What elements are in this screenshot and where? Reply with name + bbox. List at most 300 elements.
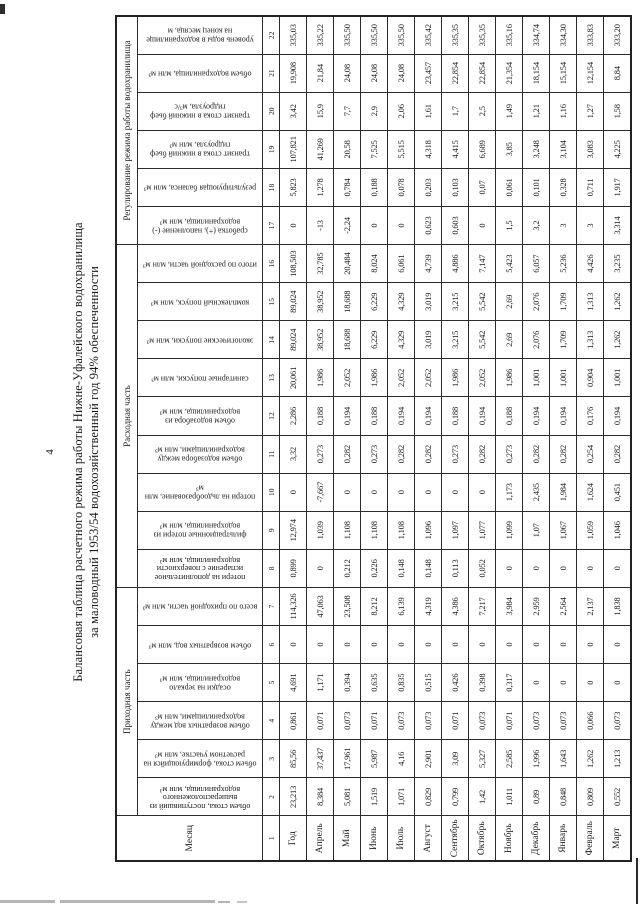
value-cell: 0 [550, 549, 577, 587]
value-cell: 1,001 [604, 359, 632, 397]
value-cell: 5,542 [469, 283, 496, 321]
value-cell: 2,076 [523, 321, 550, 359]
value-cell: 0,212 [334, 549, 361, 587]
value-cell: 20,484 [334, 245, 361, 283]
vertical-text-wrap [138, 778, 262, 815]
value-cell: 5,236 [550, 245, 577, 283]
value-cell: 2,06 [388, 92, 415, 130]
value-cell: 1,21 [523, 92, 550, 130]
vertical-text-wrap [138, 169, 262, 206]
value-cell: 38,952 [307, 283, 334, 321]
table-body [280, 16, 632, 861]
value-cell: 1,001 [550, 359, 577, 397]
value-cell: 6,689 [469, 130, 496, 168]
value-cell: 23,213 [280, 778, 307, 816]
value-cell: 0 [334, 626, 361, 664]
value-cell: 2,052 [388, 359, 415, 397]
value-cell: 19,908 [280, 54, 307, 92]
column-number-cell: 16 [263, 245, 280, 283]
value-cell: 1,173 [496, 473, 523, 511]
value-cell: 0 [442, 626, 469, 664]
value-cell: 20,58 [334, 130, 361, 168]
column-number-cell: 11 [263, 435, 280, 473]
value-cell: 1,986 [442, 359, 469, 397]
value-cell: 335,35 [442, 16, 469, 54]
column-number-cell: 7 [263, 587, 280, 625]
value-cell: 0 [523, 664, 550, 702]
value-cell: 1,011 [496, 778, 523, 816]
value-cell: 3,85 [496, 130, 523, 168]
value-cell: 3,2 [523, 207, 550, 245]
value-cell: 333,20 [604, 16, 632, 54]
column-number-cell: 20 [263, 92, 280, 130]
value-cell: 0 [388, 473, 415, 511]
scan-bottom-mark [237, 901, 247, 903]
value-cell: 334,74 [523, 16, 550, 54]
value-cell: 0,078 [388, 168, 415, 206]
value-cell: 1,58 [604, 92, 632, 130]
value-cell: 2,901 [415, 740, 442, 778]
column-header-cell [138, 549, 263, 587]
value-cell: 335,50 [361, 16, 388, 54]
group-header-cell: Расходная часть [116, 245, 138, 588]
column-header-text: экологические попуски, млн м³ [146, 336, 254, 346]
value-cell: 0,328 [550, 168, 577, 206]
column-header-text: потери на дополнительное испарение с поверхности водохранилища, млн м³ [154, 556, 246, 583]
value-cell: 0 [415, 626, 442, 664]
value-cell: 0 [361, 473, 388, 511]
month-cell: Июль [388, 816, 415, 861]
value-cell: 0,799 [442, 778, 469, 816]
vertical-text-wrap [138, 436, 262, 473]
value-cell: 0 [523, 549, 550, 587]
value-cell: 0,071 [361, 702, 388, 740]
value-cell: 0,052 [469, 549, 496, 587]
vertical-text-wrap [138, 740, 262, 777]
value-cell: 1,643 [550, 740, 577, 778]
column-number-cell: 9 [263, 511, 280, 549]
value-cell: 38,952 [307, 321, 334, 359]
vertical-text-wrap [138, 17, 262, 54]
value-cell: 6,139 [388, 587, 415, 625]
value-cell: 0,282 [604, 435, 632, 473]
value-cell: 1,071 [388, 778, 415, 816]
column-header-cell [138, 168, 263, 206]
column-number-cell: 15 [263, 283, 280, 321]
value-cell: 1,108 [388, 511, 415, 549]
value-cell: 0,398 [469, 664, 496, 702]
value-cell: 22,854 [442, 54, 469, 92]
value-cell: 1,986 [361, 359, 388, 397]
value-cell: 15,154 [550, 54, 577, 92]
value-cell: 335,50 [388, 16, 415, 54]
value-cell: 3,984 [496, 587, 523, 625]
page-number: 4 [44, 449, 56, 455]
value-cell: 0 [604, 626, 632, 664]
table-row [334, 16, 361, 861]
scan-bottom-mark [218, 901, 230, 903]
column-header-cell [138, 740, 263, 778]
column-header-cell [138, 16, 263, 54]
value-cell: 0,194 [334, 397, 361, 435]
balance-table [115, 15, 632, 862]
value-cell: 21,354 [496, 54, 523, 92]
value-cell: 107,821 [280, 130, 307, 168]
value-cell: 4,319 [415, 587, 442, 625]
month-cell: Февраль [577, 816, 604, 861]
month-cell: Январь [550, 816, 577, 861]
value-cell: 2,286 [280, 397, 307, 435]
value-cell: 6,061 [388, 245, 415, 283]
table-row [604, 16, 632, 861]
value-cell: 0 [469, 473, 496, 511]
value-cell: 1,624 [577, 473, 604, 511]
value-cell: 0 [361, 626, 388, 664]
vertical-text-wrap [138, 626, 262, 663]
value-cell: 23,457 [415, 54, 442, 92]
column-header-cell [138, 207, 263, 245]
column-header-text: всего по приходной части, млн м³ [142, 602, 258, 612]
month-cell: Ноябрь [496, 816, 523, 861]
value-cell: 0 [388, 207, 415, 245]
value-cell: 0,188 [496, 397, 523, 435]
value-cell: 3 [550, 207, 577, 245]
column-number-cell: 8 [263, 549, 280, 587]
column-header-text: комплексный попуск, млн м³ [150, 298, 250, 308]
value-cell: 1,27 [577, 92, 604, 130]
value-cell: 114,326 [280, 587, 307, 625]
value-cell: 1,42 [469, 778, 496, 816]
value-cell: 0 [469, 207, 496, 245]
month-cell: Август [415, 816, 442, 861]
column-header-cell [138, 702, 263, 740]
value-cell: 0 [280, 207, 307, 245]
column-header-text: транзит стока в нижний бьеф гидроузла, млн м³ [150, 141, 250, 159]
vertical-text-wrap [138, 359, 262, 396]
value-cell: 2,052 [415, 359, 442, 397]
scan-bottom-mark [60, 900, 215, 903]
column-number-cell: 12 [263, 397, 280, 435]
group-header-cell: Приходная часть [116, 587, 138, 816]
vertical-text-wrap [138, 474, 262, 511]
value-cell: 0,194 [550, 397, 577, 435]
value-cell: 7,147 [469, 245, 496, 283]
table-row [577, 16, 604, 861]
column-header-cell [138, 245, 263, 283]
value-cell: 3,09 [442, 740, 469, 778]
value-cell: 3 [577, 207, 604, 245]
value-cell: 0 [496, 626, 523, 664]
vertical-text-wrap [138, 131, 262, 168]
value-cell: 4,886 [442, 245, 469, 283]
column-header-cell [138, 587, 263, 625]
column-header-cell [138, 511, 263, 549]
column-header-cell [138, 626, 263, 664]
value-cell: 1,096 [415, 511, 442, 549]
value-cell: 0,061 [496, 168, 523, 206]
value-cell: 0,451 [604, 473, 632, 511]
value-cell: 0,073 [523, 702, 550, 740]
value-cell: 1,07 [523, 511, 550, 549]
column-header-text: объем возвратных вод между водохранилищами, млн м³ [150, 712, 250, 731]
value-cell: 1,046 [604, 511, 632, 549]
value-cell: 3,314 [604, 207, 632, 245]
value-cell: 0 [307, 549, 334, 587]
value-cell: 0,07 [469, 168, 496, 206]
column-header-text: транзит стока в нижний бьеф гидроузла, м³/с [150, 103, 250, 121]
value-cell: 0,835 [388, 664, 415, 702]
value-cell: 0,071 [496, 702, 523, 740]
value-cell: 0,188 [361, 168, 388, 206]
value-cell: 333,83 [577, 16, 604, 54]
value-cell: 1,262 [604, 321, 632, 359]
value-cell: 108,503 [280, 245, 307, 283]
value-cell: 3,32 [280, 435, 307, 473]
value-cell: 4,16 [388, 740, 415, 778]
vertical-text-wrap [138, 702, 262, 739]
column-number-cell: 17 [263, 207, 280, 245]
value-cell: 3,42 [280, 92, 307, 130]
value-cell: 3,019 [415, 321, 442, 359]
month-cell: Год [280, 816, 307, 861]
value-cell: 0,194 [415, 397, 442, 435]
table-row [307, 16, 334, 861]
column-header-text: объем стока, поступивший из вышерасположенного водохранилища, млн м³ [149, 784, 251, 811]
value-cell: 335,35 [469, 16, 496, 54]
value-cell: 1,059 [577, 511, 604, 549]
column-number-cell: 19 [263, 130, 280, 168]
column-number-cell: 14 [263, 321, 280, 359]
value-cell: 0,317 [496, 664, 523, 702]
value-cell: 1,984 [550, 473, 577, 511]
value-cell: 47,063 [307, 587, 334, 625]
value-cell: 3,215 [442, 321, 469, 359]
value-cell: 0 [469, 626, 496, 664]
value-cell: 0 [442, 473, 469, 511]
value-cell: 5,081 [334, 778, 361, 816]
value-cell: 0,711 [577, 168, 604, 206]
value-cell: 2,137 [577, 587, 604, 625]
scan-edge-line [636, 858, 638, 904]
value-cell: 0 [361, 207, 388, 245]
month-cell: Март [604, 816, 632, 861]
column-number-cell: 4 [263, 702, 280, 740]
value-cell: 334,30 [550, 16, 577, 54]
value-cell: 0 [388, 626, 415, 664]
value-cell: 1,709 [550, 283, 577, 321]
value-cell: 20,061 [280, 359, 307, 397]
value-cell: 0,188 [307, 397, 334, 435]
value-cell: 23,508 [334, 587, 361, 625]
value-cell: 18,688 [334, 321, 361, 359]
table-row [280, 16, 307, 861]
value-cell: 1,171 [307, 664, 334, 702]
value-cell: 0,282 [388, 435, 415, 473]
value-cell: -7,667 [307, 473, 334, 511]
scan-corner-mark [0, 4, 5, 14]
value-cell: -13 [307, 207, 334, 245]
value-cell: 0 [550, 626, 577, 664]
value-cell: 1,519 [361, 778, 388, 816]
value-cell: 0,073 [415, 702, 442, 740]
value-cell: 1,262 [577, 740, 604, 778]
value-cell: 335,42 [415, 16, 442, 54]
table-row [550, 16, 577, 861]
vertical-text-wrap [138, 550, 262, 587]
column-number-row [263, 16, 280, 861]
value-cell: 335,03 [280, 16, 307, 54]
table-row [523, 16, 550, 861]
value-cell: 0 [550, 664, 577, 702]
column-header-text: сработка (+), наполнение (-) водохранилища, млн м³ [152, 217, 248, 236]
value-cell: 7,525 [361, 130, 388, 168]
value-cell: 2,69 [496, 283, 523, 321]
value-cell: 4,329 [388, 283, 415, 321]
document-title [70, 0, 102, 904]
value-cell: 0,194 [469, 397, 496, 435]
value-cell: 2,959 [523, 587, 550, 625]
value-cell: 1,278 [307, 168, 334, 206]
table-row [388, 16, 415, 861]
value-cell: 0,203 [415, 168, 442, 206]
column-header-cell [138, 473, 263, 511]
value-cell: 37,437 [307, 740, 334, 778]
value-cell: 2,5 [469, 92, 496, 130]
value-cell: 0 [334, 473, 361, 511]
value-cell: 0,073 [469, 702, 496, 740]
value-cell: 4,225 [604, 130, 632, 168]
column-header-text: объем водозабора между водохранилищами, млн м³ [155, 446, 245, 464]
value-cell: 2,052 [334, 359, 361, 397]
value-cell: 4,318 [415, 130, 442, 168]
value-cell: 1,16 [550, 92, 577, 130]
value-cell: 0,273 [442, 435, 469, 473]
value-cell: 7,7 [334, 92, 361, 130]
value-cell: 0,194 [604, 397, 632, 435]
value-cell: 17,961 [334, 740, 361, 778]
vertical-text-wrap [138, 397, 262, 434]
value-cell: 2,585 [496, 740, 523, 778]
value-cell: 3,235 [604, 245, 632, 283]
value-cell: 0,426 [442, 664, 469, 702]
column-header-cell [138, 778, 263, 816]
value-cell: 0,073 [334, 702, 361, 740]
value-cell: 0,188 [361, 397, 388, 435]
month-cell: Сентябрь [442, 816, 469, 861]
vertical-text-wrap [138, 283, 262, 320]
column-header-text: санитарные попуски, млн м³ [151, 374, 249, 384]
vertical-text-wrap [138, 664, 262, 701]
value-cell: 0,89 [523, 778, 550, 816]
column-header-cell [138, 54, 263, 92]
value-cell: 1,986 [307, 359, 334, 397]
value-cell: 1,099 [496, 511, 523, 549]
value-cell: 4,691 [280, 664, 307, 702]
value-cell: 0,188 [442, 397, 469, 435]
group-header-row [116, 16, 138, 861]
value-cell: 2,435 [523, 473, 550, 511]
value-cell: 0 [604, 664, 632, 702]
value-cell: 15,9 [307, 92, 334, 130]
value-cell: 1,917 [604, 168, 632, 206]
value-cell: 1,5 [496, 207, 523, 245]
column-number-cell: 21 [263, 54, 280, 92]
column-header-cell [138, 130, 263, 168]
value-cell: 0,103 [442, 168, 469, 206]
value-cell: 0 [280, 626, 307, 664]
vertical-text-wrap [138, 321, 262, 358]
value-cell: 0,073 [550, 702, 577, 740]
value-cell: 2,052 [469, 359, 496, 397]
value-cell: 0,148 [415, 549, 442, 587]
table-row [442, 16, 469, 861]
value-cell: 0 [496, 549, 523, 587]
vertical-text-wrap [138, 588, 262, 625]
document-title-line1: Балансовая таблица расчетного режима работы Нижне-Уфалейского водохранилища [71, 222, 85, 682]
value-cell: 0,394 [334, 664, 361, 702]
value-cell: 0,071 [442, 702, 469, 740]
vertical-text-wrap [138, 245, 262, 282]
value-cell: 0 [307, 626, 334, 664]
table-row [361, 16, 388, 861]
value-cell: 0,899 [280, 549, 307, 587]
value-cell: 0,113 [442, 549, 469, 587]
value-cell: 0,603 [442, 207, 469, 245]
value-cell: 4,386 [442, 587, 469, 625]
value-cell: 0,904 [577, 359, 604, 397]
document-title-line2: за маловодный 1953/54 водохозяйственный год 94% обеспеченности [87, 266, 101, 638]
month-column-header: Месяц [116, 816, 263, 861]
value-cell: 1,108 [334, 511, 361, 549]
column-number-cell: 6 [263, 626, 280, 664]
value-cell: 3,215 [442, 283, 469, 321]
month-cell: Июнь [361, 816, 388, 861]
value-cell: 3,248 [523, 130, 550, 168]
value-cell: 4,739 [415, 245, 442, 283]
value-cell: 8,384 [307, 778, 334, 816]
month-cell: Апрель [307, 816, 334, 861]
column-header-text: фильтрационные потери из водохранилища, млн м³ [153, 522, 247, 540]
month-cell: Октябрь [469, 816, 496, 861]
value-cell: 1,986 [496, 359, 523, 397]
column-number-cell: 13 [263, 359, 280, 397]
table-row [469, 16, 496, 861]
value-cell: 0,273 [361, 435, 388, 473]
column-header-text: итого по расходной части, млн м³ [143, 259, 257, 269]
column-header-cell [138, 283, 263, 321]
value-cell: 0,784 [334, 168, 361, 206]
value-cell: 22,854 [469, 54, 496, 92]
value-cell: 89,024 [280, 321, 307, 359]
value-cell: 0,254 [577, 435, 604, 473]
value-cell: 1,49 [496, 92, 523, 130]
column-number-cell: 22 [263, 16, 280, 54]
value-cell: 8,84 [604, 54, 632, 92]
column-header-text: результирующая баланса, млн м³ [143, 183, 257, 193]
value-cell: 335,50 [334, 16, 361, 54]
value-cell: 24,08 [334, 54, 361, 92]
value-cell: 7,217 [469, 587, 496, 625]
value-cell: 335,22 [307, 16, 334, 54]
column-header-row [138, 16, 263, 861]
value-cell: 5,542 [469, 321, 496, 359]
value-cell: 2,69 [496, 321, 523, 359]
value-cell: 0,148 [388, 549, 415, 587]
value-cell: 0 [577, 664, 604, 702]
column-number-cell: 2 [263, 778, 280, 816]
value-cell: 6,229 [361, 321, 388, 359]
value-cell: 1,108 [361, 511, 388, 549]
